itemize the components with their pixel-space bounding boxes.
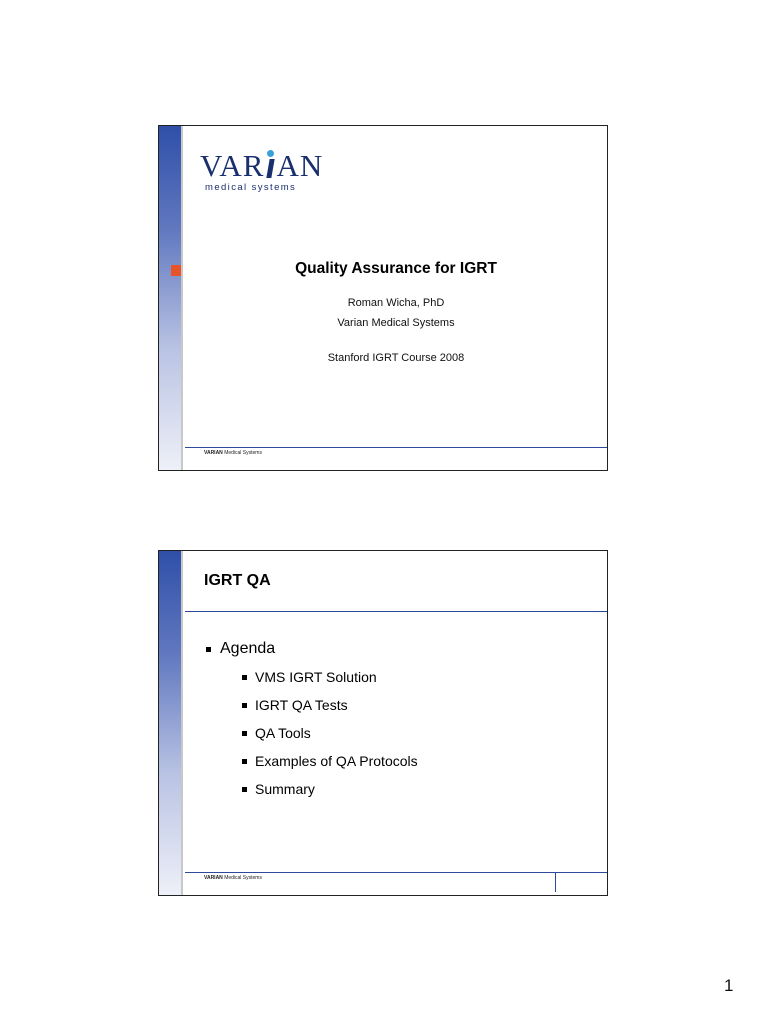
side-divider <box>181 551 183 895</box>
sub-bullet-text: IGRT QA Tests <box>255 697 348 713</box>
square-bullet-icon <box>242 703 247 708</box>
slide-title: Quality Assurance for IGRT <box>295 260 497 277</box>
footer-label <box>204 450 262 456</box>
bullet-text: Agenda <box>220 640 276 657</box>
footer-text: Medical Systems <box>224 450 262 456</box>
square-bullet-icon <box>242 787 247 792</box>
sub-bullet-item <box>242 753 418 769</box>
sub-bullet-item <box>242 669 377 685</box>
sub-bullet-item <box>242 697 348 713</box>
side-divider <box>181 126 183 470</box>
square-bullet-icon <box>206 647 211 652</box>
side-gradient-bar <box>159 551 181 895</box>
slide-title: IGRT QA <box>204 572 271 589</box>
sub-bullet-item <box>242 725 311 741</box>
footer-brand: VARIAN <box>204 450 223 456</box>
footer-brand: VARIAN <box>204 875 223 881</box>
sub-bullet-text: QA Tools <box>255 725 311 741</box>
slide-1 <box>158 125 608 471</box>
logo-word-right: AN <box>276 148 324 183</box>
orange-marker <box>171 265 181 276</box>
bullet-item <box>206 640 275 658</box>
footer-rule <box>185 447 607 448</box>
square-bullet-icon <box>242 675 247 680</box>
sub-bullet-text: Examples of QA Protocols <box>255 753 418 769</box>
footer-text: Medical Systems <box>224 875 262 881</box>
slide-2 <box>158 550 608 896</box>
varian-logo <box>200 144 330 194</box>
square-bullet-icon <box>242 731 247 736</box>
sub-bullet-item <box>242 781 315 797</box>
course-name: Stanford IGRT Course 2008 <box>327 352 465 364</box>
side-gradient-bar <box>159 126 181 470</box>
logo-subtitle: medical systems <box>205 182 297 193</box>
sub-bullet-text: Summary <box>255 781 315 797</box>
logo-word-left: VAR <box>200 148 265 183</box>
sub-bullet-text: VMS IGRT Solution <box>255 669 377 685</box>
page-number: 1 <box>724 976 734 995</box>
author-name: Roman Wicha, PhD <box>347 297 445 309</box>
footer-label <box>204 875 262 881</box>
footer-rule <box>185 872 607 873</box>
square-bullet-icon <box>242 759 247 764</box>
header-rule <box>185 611 607 612</box>
logo-wordmark <box>200 148 323 184</box>
author-affiliation: Varian Medical Systems <box>337 317 455 329</box>
footer-tick <box>555 872 556 892</box>
logo-figure-icon <box>265 152 275 176</box>
